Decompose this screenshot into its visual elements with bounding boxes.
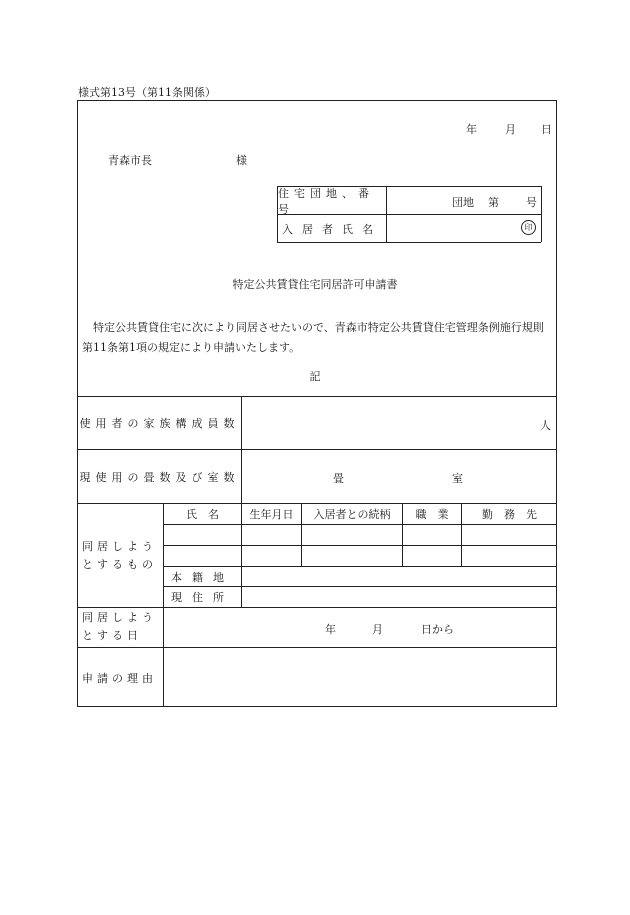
ki-label: 記 [309, 370, 321, 383]
go-label: 号 [526, 196, 537, 209]
date-month-label: 月 [505, 123, 516, 136]
danchi-label: 団地 [452, 196, 474, 209]
application-body-text: 特定公共賃貸住宅に次により同居させたいので、青森市特定公共賃貸住宅管理条例施行規則第11条第1項の規定により申請いたします。 [82, 321, 544, 354]
honseki-label: 本籍地 [171, 570, 234, 584]
cohabit-person-label: 同居しようとするもの [82, 540, 157, 571]
tatami-unit: 畳 [333, 472, 344, 485]
addressee-name: 青森市長 [108, 154, 152, 167]
col-birthdate: 生年月日 [249, 508, 294, 521]
housing-number-label: 住宅団地、番号 [278, 186, 374, 216]
col-relation: 入居者との続柄 [313, 508, 391, 521]
cohabit-date-label: 同居しようとする日 [82, 611, 157, 642]
cohabit-date-year: 年 [325, 623, 336, 636]
cohabit-date-day: 日から [421, 623, 454, 636]
room-unit: 室 [452, 472, 463, 485]
document-title: 特定公共賃貸住宅同居許可申請書 [232, 278, 398, 291]
form-number: 様式第13号（第11条関係） [78, 86, 216, 99]
reason-label: 申請の理由 [82, 671, 157, 685]
date-day-label: 日 [541, 123, 552, 136]
date-year-label: 年 [466, 123, 477, 136]
current-address-label: 現住所 [171, 591, 234, 604]
seal-icon: 印 [521, 220, 536, 235]
family-count-label: 使用者の家族構成員数 [79, 417, 240, 430]
addressee-honorific: 様 [236, 154, 247, 167]
resident-name-label: 入居者氏名 [282, 222, 382, 236]
col-occupation: 職 業 [415, 508, 449, 521]
family-count-unit: 人 [540, 419, 551, 432]
col-name: 氏 名 [186, 508, 219, 521]
col-workplace: 勤 務 先 [482, 508, 537, 521]
dai-label: 第 [488, 196, 499, 209]
cohabit-date-month: 月 [372, 623, 383, 636]
rooms-label: 現使用の畳数及び室数 [79, 470, 240, 484]
